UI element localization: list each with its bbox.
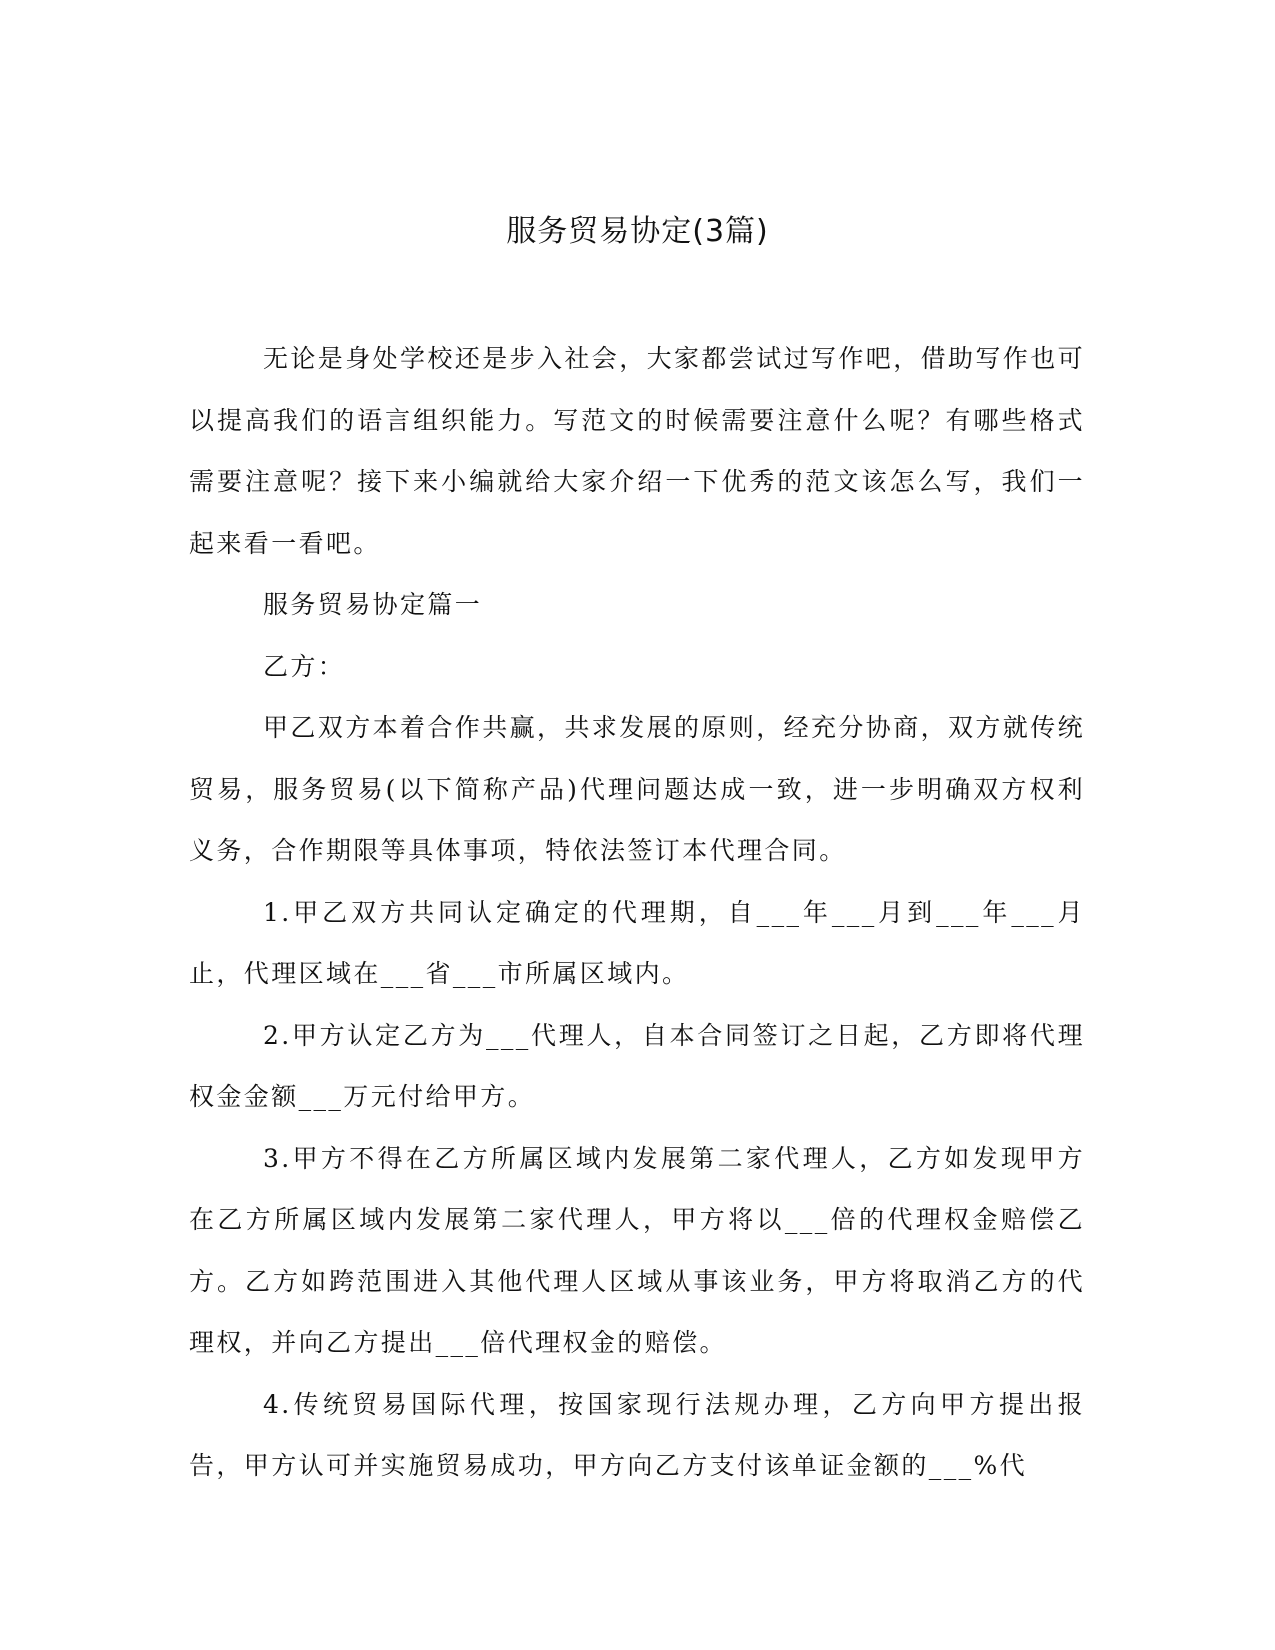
document-title: 服务贸易协定(3篇) — [506, 214, 769, 249]
clause-2: 2.甲方认定乙方为___代理人，自本合同签订之日起，乙方即将代理权金金额___万元付给甲方。 — [189, 1020, 1085, 1111]
intro-paragraph: 无论是身处学校还是步入社会，大家都尝试过写作吧，借助写作也可以提高我们的语言组织能力。写范文的时候需要注意什么呢？有哪些格式需要注意呢？接下来小编就给大家介绍一下优秀的范文该怎么写，我们一起来看一看吧。 — [189, 344, 1086, 558]
clause-4: 4.传统贸易国际代理，按国家现行法规办理，乙方向甲方提出报告，甲方认可并实施贸易成功，甲方向乙方支付该单证金额的___%代 — [189, 1389, 1085, 1480]
party-b-label: 乙方： — [263, 651, 346, 681]
preamble-paragraph: 甲乙双方本着合作共赢，共求发展的原则，经充分协商，双方就传统贸易，服务贸易(以下简称产品)代理问题达成一致，进一步明确双方权利义务，合作期限等具体事项，特依法签订本代理合同。 — [189, 713, 1086, 865]
clause-1: 1.甲乙双方共同认定确定的代理期，自___年___月到___年___月止，代理区域在___省___市所属区域内。 — [189, 897, 1085, 988]
clause-3: 3.甲方不得在乙方所属区域内发展第二家代理人，乙方如发现甲方在乙方所属区域内发展第二家代理人，甲方将以___倍的代理权金赔偿乙方。乙方如跨范围进入其他代理人区域从事该业务，甲方将取消乙方的代理权，并向乙方提出___倍代理权金的赔偿。 — [189, 1143, 1085, 1357]
section-heading: 服务贸易协定篇一 — [263, 590, 483, 619]
document-body — [189, 328, 1085, 1497]
